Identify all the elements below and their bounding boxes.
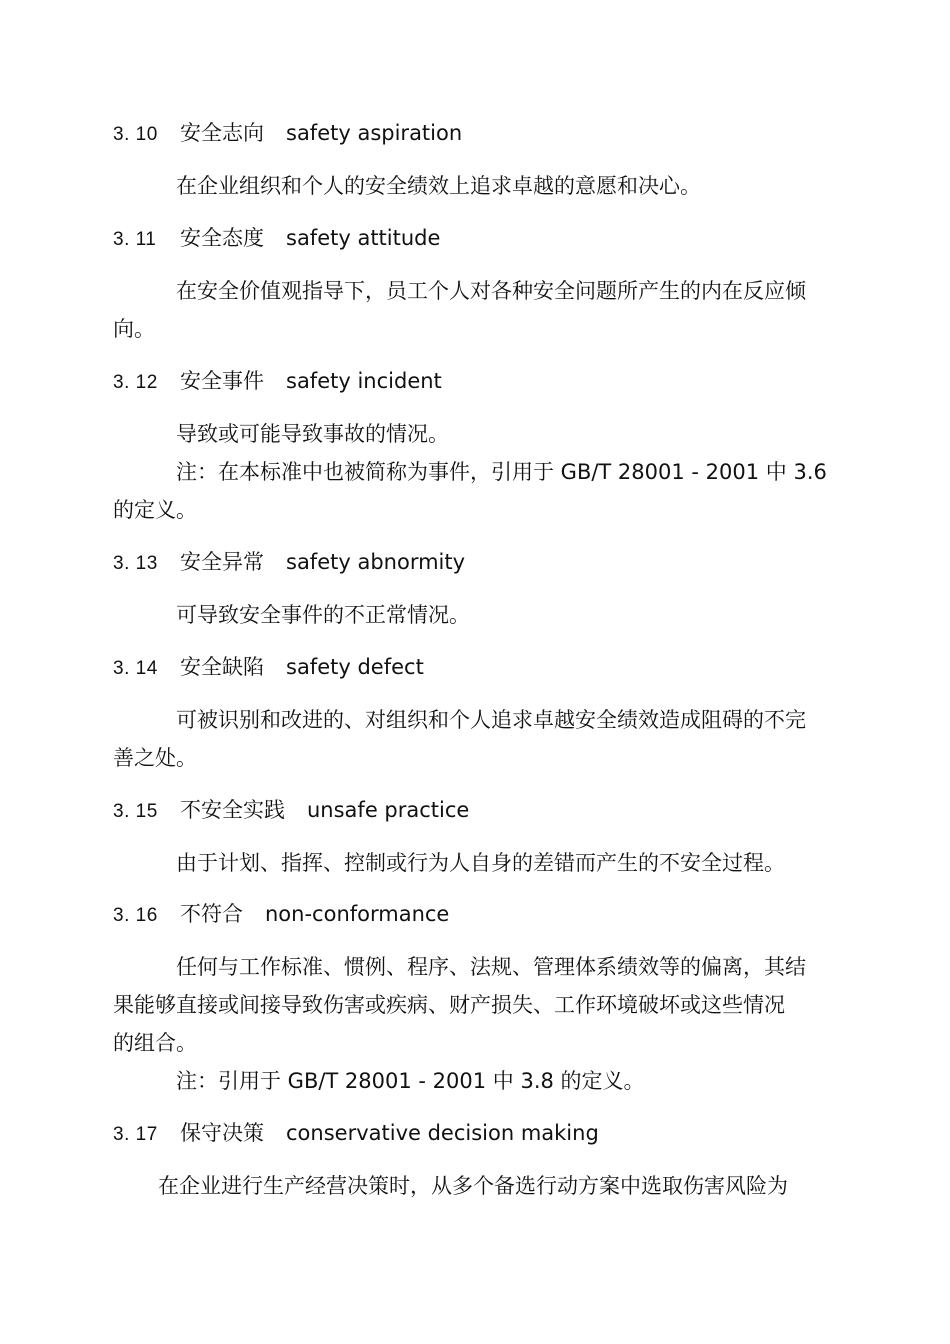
term-english: conservative decision making	[286, 1121, 599, 1145]
definition-line: 任何与工作标准、惯例、程序、法规、管理体系绩效等的偏离，其结	[176, 955, 806, 979]
definition-line: 可被识别和改进的、对组织和个人追求卓越安全绩效造成阻碍的不完	[176, 708, 806, 732]
definition-line: 的定义。	[113, 498, 197, 522]
term-chinese: 不安全实践	[180, 798, 285, 822]
definition-line: 可导致安全事件的不正常情况。	[176, 603, 470, 627]
term-number: 3. 15	[113, 801, 158, 822]
term-heading-3-14	[113, 654, 424, 682]
definition-line: 的组合。	[113, 1031, 197, 1055]
term-chinese: 安全态度	[180, 226, 264, 250]
term-chinese: 安全志向	[180, 121, 264, 145]
term-english: safety aspiration	[286, 121, 463, 145]
term-chinese: 安全缺陷	[180, 655, 264, 679]
term-number: 3. 14	[113, 658, 158, 679]
term-chinese: 不符合	[180, 902, 243, 926]
term-number: 3. 11	[113, 229, 157, 250]
term-number: 3. 16	[113, 905, 158, 926]
term-heading-3-17	[113, 1120, 599, 1148]
term-chinese: 安全异常	[180, 550, 264, 574]
term-english: safety attitude	[286, 226, 441, 250]
term-chinese: 保守决策	[180, 1121, 264, 1145]
term-english: safety abnormity	[286, 550, 466, 574]
definition-line: 在企业进行生产经营决策时，从多个备选行动方案中选取伤害风险为	[158, 1174, 788, 1198]
term-number: 3. 13	[113, 553, 158, 574]
definition-line: 果能够直接或间接导致伤害或疾病、财产损失、工作环境破坏或这些情况	[113, 993, 785, 1017]
term-english: safety defect	[286, 655, 424, 679]
note-line: 注：引用于 GB/T 28001 - 2001 中 3.8 的定义。	[176, 1069, 645, 1093]
term-heading-3-13	[113, 549, 465, 577]
term-heading-3-15	[113, 797, 469, 825]
term-english: non-conformance	[265, 902, 450, 926]
term-heading-3-10	[113, 120, 462, 148]
note-line: 注：在本标准中也被简称为事件，引用于 GB/T 28001 - 2001 中 3.6	[176, 460, 827, 484]
definition-line: 在企业组织和个人的安全绩效上追求卓越的意愿和决心。	[176, 174, 701, 198]
term-english: safety incident	[286, 369, 442, 393]
term-chinese: 安全事件	[180, 369, 264, 393]
term-english: unsafe practice	[307, 798, 470, 822]
term-heading-3-11	[113, 225, 440, 253]
definition-line: 在安全价值观指导下，员工个人对各种安全问题所产生的内在反应倾	[176, 279, 806, 303]
term-heading-3-12	[113, 368, 442, 396]
term-number: 3. 17	[113, 1124, 158, 1145]
definition-line: 导致或可能导致事故的情况。	[176, 422, 449, 446]
term-number: 3. 12	[113, 372, 158, 393]
definition-line: 向。	[113, 317, 155, 341]
definition-line: 由于计划、指挥、控制或行为人自身的差错而产生的不安全过程。	[176, 851, 785, 875]
term-number: 3. 10	[113, 124, 158, 145]
definition-line: 善之处。	[113, 746, 197, 770]
term-heading-3-16	[113, 901, 449, 929]
